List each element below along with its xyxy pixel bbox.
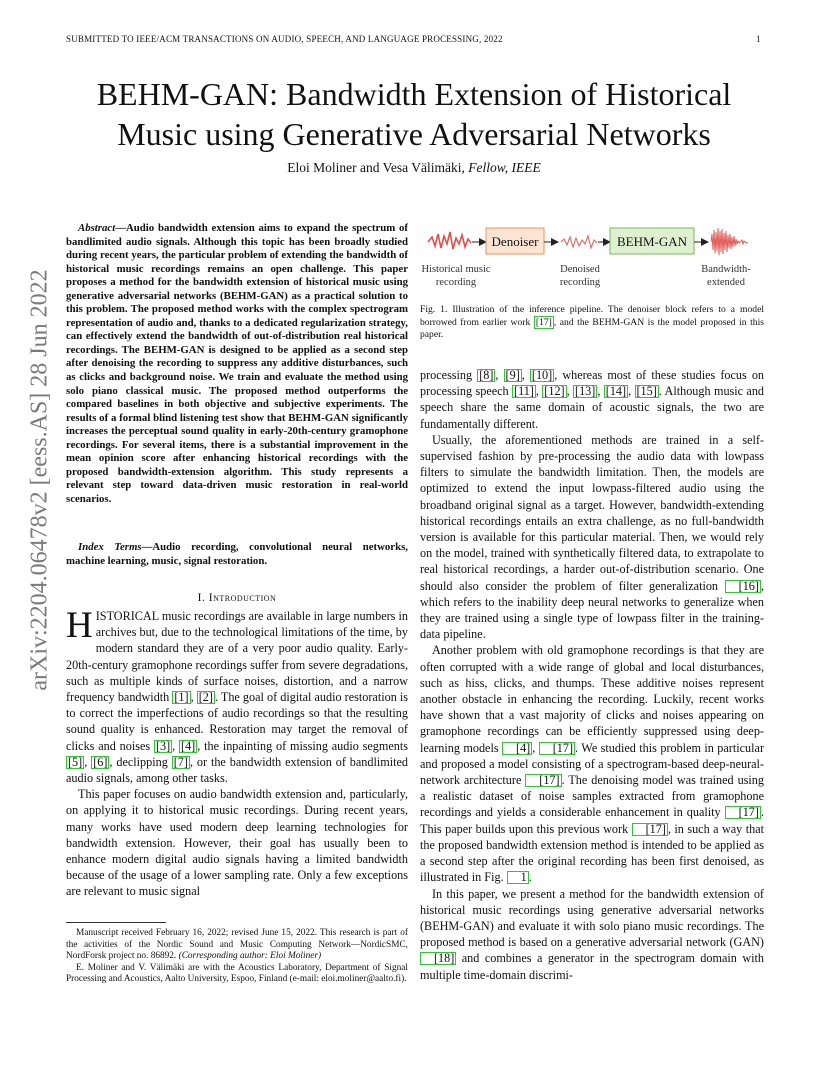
abstract — [66, 222, 408, 506]
citation-link[interactable]: [6] — [93, 754, 108, 769]
citation-link[interactable]: [18] — [420, 952, 456, 965]
label-historical-line1: Historical music — [421, 264, 491, 275]
section-heading — [66, 592, 408, 604]
figure-reference-link[interactable]: 1 — [507, 871, 529, 884]
citation-link[interactable]: [15] — [636, 384, 657, 399]
right-text: , in such a way that the proposed bandwidth extension method is intended to be applied as a second step after the original recording has been first denoised, as illustrated in Fig. — [420, 821, 764, 885]
running-header: SUBMITTED TO IEEE/ACM TRANSACTIONS ON AUDIO, SPEECH, AND LANGUAGE PROCESSING, 2022 — [66, 34, 503, 44]
right-text: Usually, the aforementioned methods are trained in a self-supervised fashion by pre-processing the audio data with lowpass filters to simulate the bandwidth limitation. Then, the models are optimized to extend the input lowpass-filtered audio using the broadband original signal as a target. However, bandwidth-extending historical recordings entails an extra challenge, as no full-bandwidth version is available for this particular material. Then, we would rely on the model, trained with synthetically filtered data, to extrapolate to real historical recordings, a harder out-of-distribution scenario. One should also consider the problem of filter generalization — [420, 432, 764, 593]
intro-paragraph-1: HISTORICAL music recordings are available in large numbers in archives but, due to the technological limitations of the time, by modern standard they are of a very poor audio quality. Early-20th-century gramophone recordings suffer from severe degradations, such as multiple kinds of surface noises, distortion, and a narrow frequency bandwidth [1] , [2] . The goal of digital audio restoration is to correct the imperfections of audio recordings so that the resulting sound quality is enhanced. Restoration may target the removal of clicks and noises [3] , [4] , the inpainting of missing audio segments [5] , [6] , declipping [7] , or the bandwidth extension of bandlimited audio signals, among other tasks. — [66, 605, 409, 786]
paper-title — [66, 74, 762, 154]
figure-pipeline — [420, 222, 764, 302]
figure-caption — [420, 304, 764, 341]
citation-link[interactable]: [13] — [575, 384, 596, 399]
label-extended-line2: extended — [707, 277, 745, 288]
intro-text-d: , declipping — [109, 754, 172, 769]
citation-link[interactable]: [7] — [173, 754, 188, 769]
right-paragraph-3: Another problem with old gramophone recordings is that they are often corrupted with a wide range of global and local disturbances, such as hiss, clicks, and thumps. These additive noises represent another obstacle in enhancing the recording. Luckily, recent works have shown that a vast majority of clicks and noises appearing on gramophone recordings can be efficiently suppressed using deep-learning models [4] , [17] . We studied this problem in particular and proposed a model consisting of a spectrogram-based deep-neural-network architecture [17] . The denoising model was trained using a realistic dataset of noise samples extracted from gramophone recordings and yields a considerable enhancement in quality [17] . This paper builds upon this previous work [17] , in such a way that the proposed bandwidth extension method is intended to be applied as a second step after the original recording has been first denoised, as illustrated in Fig. 1 . — [420, 643, 764, 885]
section-title: Introduction — [208, 592, 277, 604]
abstract-text: —Audio bandwidth extension aims to expand the spectrum of bandlimited audio signals. Although this topic has been broadly studied during recent years, the particular problem of extending the bandwidth of historical music recordings remains an open challenge. This paper proposes a method for the bandwidth extension of historical music using generative adversarial networks (BEHM-GAN) as a practical solution to this problem. The proposed method works with the complex spectrogram representation of audio and, thanks to a dedicated regularization strategy, can effectively extend the bandwidth of out-of-distribution real historical recordings. The BEHM-GAN is designed to be applied as a second step after denoising the recording to suppress any additive disturbances, such as clicks and background noise. We train and evaluate the method using solo piano classical music. The proposed method outperforms the compared baselines in both objective and subjective experiments. The results of a formal blind listening test show that BEHM-GAN significantly increases the perceptual sound quality in early-20th-century gramophone recordings. For several items, there is a substantial improvement in the mean opinion score after enhancing historical recordings with the proposed bandwidth-extension algorithm. This study represents a relevant step toward data-driven music restoration in real-world scenarios. — [66, 222, 408, 505]
output-waveform-icon — [711, 228, 748, 255]
pipeline-diagram — [420, 222, 764, 302]
abstract-label: Abstract — [78, 222, 116, 234]
index-terms — [66, 541, 408, 568]
citation-link[interactable]: [2] — [198, 690, 213, 705]
intro-lead-word: ISTORICAL — [95, 609, 159, 623]
right-text: , whereas most of these studies focus on processing speech — [420, 368, 765, 399]
input-waveform-icon — [428, 232, 471, 249]
footnote-manuscript-text: Manuscript received February 16, 2022; revised June 15, 2022. This research is part of the activities of the Nordic Sound and Music Computing Network—NordicSMC, NordForsk project no. 86892. — [66, 928, 408, 962]
citation-link[interactable]: [17] — [539, 742, 575, 755]
right-text: Another problem with old gramophone recordings is that they are often corrupted with a wide range of global and local disturbances, such as hiss, clicks, and thumps. These additive noises represent another obstacle in enhancing the recording. Luckily, recent works have shown that a vast majority of clicks and noises appearing on gramophone recordings can be efficiently suppressed using deep-learning models — [420, 643, 764, 755]
right-text: . The denoising model was trained using a realistic dataset of noise samples extracted from gramophone recordings and yields a considerable enhancement in quality — [420, 773, 764, 820]
citation-link[interactable]: [9] — [505, 368, 520, 382]
arxiv-identifier[interactable]: arXiv:2204.06478v2 [eess.AS] 28 Jun 2022 — [26, 269, 53, 691]
citation-link[interactable]: [3] — [155, 738, 171, 753]
intro-text-e: , or the bandwidth extension of bandlimited audio signals, among other tasks. — [66, 754, 409, 786]
label-denoised-line1: Denoised — [560, 264, 600, 275]
right-column-text — [420, 367, 764, 983]
section-number: I. — [197, 592, 206, 604]
right-text: In this paper, we present a method for the bandwidth extension of historical music recordings using generative adversarial networks (BEHM-GAN) and evaluate it with solo piano music recordings. The proposed method is based on a generative adversarial network (GAN) — [420, 886, 764, 950]
label-historical-line2: recording — [435, 277, 477, 288]
page-number: 1 — [756, 34, 761, 44]
intro-text — [66, 605, 409, 900]
citation-link[interactable]: [4] — [502, 742, 532, 755]
caption-text-a: Fig. 1. Illustration of the inference pipeline. The denoiser block refers to a model borrowed from earlier work — [420, 304, 764, 328]
intro-text-c: , the inpainting of missing audio segments — [197, 738, 409, 753]
footnote-corresponding: (Corresponding author: Eloi Moliner) — [178, 951, 322, 962]
drop-cap: H — [66, 605, 93, 646]
right-paragraph-1: processing [8] , [9] , [10] , whereas most of these studies focus on processing speech [11] , [12] , [13] , [14] , [15] . Although music and speech share the same domain of acoustic signals, the two are fundamentally different. — [420, 368, 765, 431]
right-text: processing — [420, 368, 478, 382]
author-line — [66, 160, 762, 176]
label-denoised-line2: recording — [559, 277, 601, 288]
citation-link[interactable]: [17] — [632, 823, 668, 836]
title-line-1: BEHM-GAN: Bandwidth Extension of Historical — [96, 76, 732, 112]
intro-paragraph-2: This paper focuses on audio bandwidth extension and, particularly, on applying it to historical music recordings. During recent years, many works have used modern deep learning technologies for bandwidth extension. However, their goal has usually been to enhance modern digital audio signals having a limited bandwidth because of the usage of a lower sampling rate. Only a few exceptions are relevant to music signal — [66, 787, 408, 899]
footnotes — [66, 928, 408, 986]
citation-link[interactable]: [14] — [605, 384, 627, 399]
citation-link[interactable]: [8] — [479, 368, 494, 382]
citation-link[interactable]: [16] — [725, 580, 761, 593]
author-names: Eloi Moliner and Vesa Välimäki, — [287, 160, 465, 175]
denoised-waveform-icon — [561, 236, 597, 248]
citation-link[interactable]: [1] — [174, 690, 189, 705]
citation-link[interactable]: [12] — [544, 384, 565, 399]
right-text: and combines a generator in the spectrogram domain with multiple time-domain discrimi- — [420, 951, 764, 982]
right-paragraph-4 — [420, 886, 764, 983]
footnote-affiliation: E. Moliner and V. Välimäki are with the Acoustics Laboratory, Department of Signal Processing and Acoustics, Aalto University, Espoo, Finland (e-mail: eloi.moliner@aalto.fi). — [66, 962, 408, 985]
right-text: . We studied this problem in particular and proposed a model consisting of a spectrogram-based deep-neural-network architecture — [420, 740, 764, 788]
intro-text-b: . The goal of digital audio restoration is to correct the imperfections of audio recordings so that the resulting sound quality is enhanced. Restoration may target the removal of clicks and noises — [66, 690, 409, 753]
index-terms-label: Index Terms — [78, 541, 142, 553]
footnote-manuscript — [66, 928, 408, 963]
citation-link[interactable]: [17] — [525, 774, 561, 787]
caption-text-b: , and the BEHM-GAN is the model proposed in this paper. — [420, 317, 765, 340]
behm-gan-label: BEHM-GAN — [616, 234, 688, 249]
citation-link[interactable]: [5] — [68, 754, 83, 769]
citation-link[interactable]: [17] — [535, 317, 552, 328]
arxiv-sidebar — [20, 0, 60, 1072]
citation-link[interactable]: [11] — [514, 384, 534, 399]
right-text: . Although music and speech share the same domain of acoustic signals, the two are fundamentally different. — [420, 384, 765, 431]
right-text: , which refers to the inability deep neural networks to generalize when they are trained using a single type of lowpass filter in the training-data pipeline. — [420, 578, 764, 642]
right-text: . This paper builds upon this previous work — [420, 805, 764, 836]
index-terms-text: —Audio recording, convolutional neural networks, machine learning, music, signal restoration. — [66, 541, 408, 567]
title-line-2: Music using Generative Adversarial Networks — [117, 116, 711, 152]
citation-link[interactable]: [10] — [531, 368, 553, 382]
label-extended-line1: Bandwidth- — [701, 264, 751, 275]
right-paragraph-2 — [420, 432, 764, 643]
author-role: Fellow, IEEE — [468, 160, 541, 175]
footnote-rule — [66, 922, 166, 923]
citation-link[interactable]: [17] — [725, 806, 761, 819]
denoiser-label: Denoiser — [491, 234, 539, 249]
citation-link[interactable]: [4] — [181, 738, 196, 753]
intro-text-a: music recordings are available in large numbers in archives but, due to the technological limitations of the time, by modern standard they are of a very poor audio quality. Early-20th-century gramophone recordings suffer from severe degradations, such as multiple kinds of surface noises, distortion, and a narrow frequency bandwidth — [66, 609, 408, 705]
